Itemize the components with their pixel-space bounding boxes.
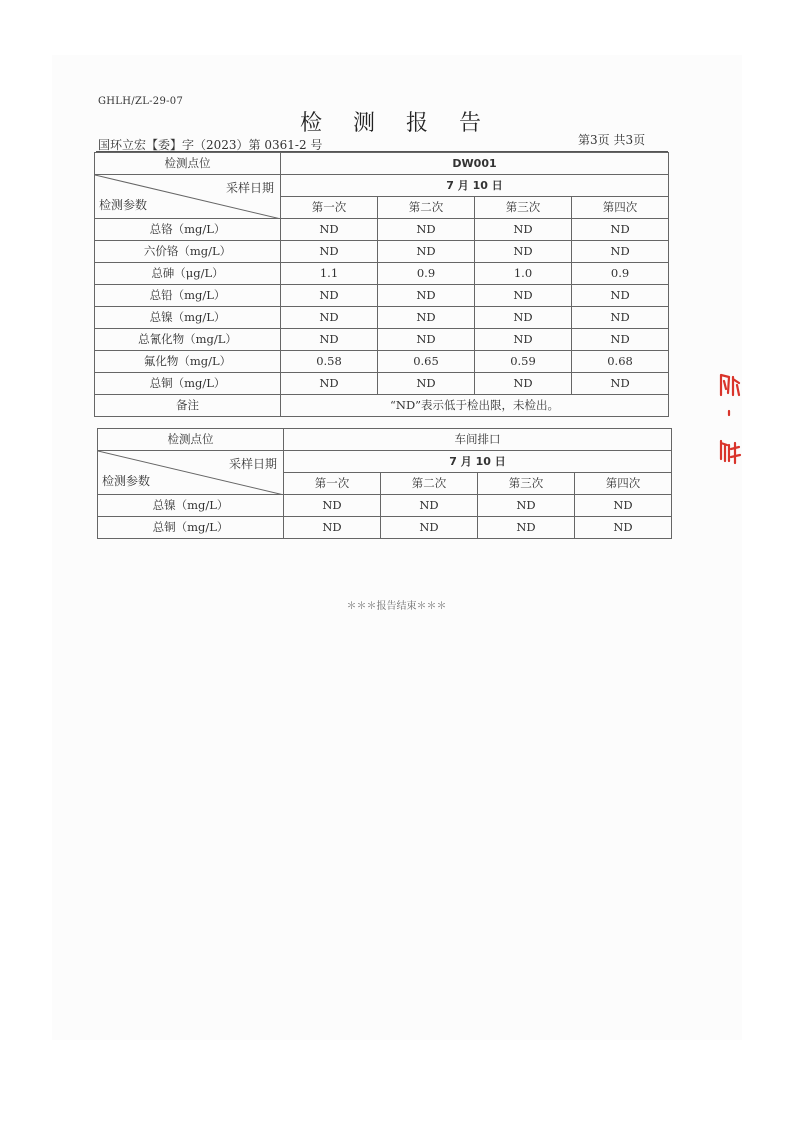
- result-value: 0.68: [572, 351, 669, 373]
- result-value: ND: [281, 219, 378, 241]
- result-value: ND: [572, 219, 669, 241]
- result-value: 0.9: [378, 263, 475, 285]
- table-row: [95, 285, 669, 307]
- result-value: ND: [281, 329, 378, 351]
- report-title: 检 测 报 告: [300, 111, 493, 136]
- param-label: 检测参数: [102, 474, 151, 488]
- result-value: 0.65: [378, 351, 475, 373]
- result-value: ND: [475, 307, 572, 329]
- run-header: 第三次: [475, 197, 572, 219]
- table-row: [95, 263, 669, 285]
- remark-value: “ND”表示低于检出限，未检出。: [281, 395, 669, 417]
- result-value: ND: [572, 373, 669, 395]
- result-value: ND: [478, 517, 575, 539]
- table-row: [95, 329, 669, 351]
- result-value: ND: [475, 373, 572, 395]
- result-value: ND: [575, 517, 672, 539]
- run-header: 第二次: [378, 197, 475, 219]
- results-table-dw001: [94, 152, 669, 417]
- param-name: 总铅（mg/L）: [95, 285, 281, 307]
- result-value: ND: [478, 495, 575, 517]
- header-diagonal-cell: [98, 451, 284, 495]
- param-label: 检测参数: [99, 198, 148, 212]
- result-value: ND: [378, 241, 475, 263]
- result-value: ND: [281, 307, 378, 329]
- result-value: ND: [284, 517, 381, 539]
- result-value: ND: [575, 495, 672, 517]
- table-row: [95, 373, 669, 395]
- run-header: 第四次: [572, 197, 669, 219]
- date-value: 7 月 10 日: [284, 451, 672, 473]
- date-label: 采样日期: [225, 181, 274, 195]
- point-value: DW001: [281, 153, 669, 175]
- result-value: ND: [572, 241, 669, 263]
- result-value: ND: [378, 329, 475, 351]
- document-code: GHLH/ZL-29-07: [98, 96, 184, 107]
- run-header: 第四次: [575, 473, 672, 495]
- table-row: [95, 219, 669, 241]
- report-number: 国环立宏【委】字（2023）第 0361-2 号: [98, 138, 323, 152]
- run-header: 第三次: [478, 473, 575, 495]
- report-end-note: ＊＊＊报告结束＊＊＊: [346, 601, 447, 612]
- param-name: 总镍（mg/L）: [95, 307, 281, 329]
- result-value: ND: [475, 329, 572, 351]
- table-row: [98, 517, 672, 539]
- run-header: 第一次: [284, 473, 381, 495]
- param-name: 氟化物（mg/L）: [95, 351, 281, 373]
- param-name: 总铬（mg/L）: [95, 219, 281, 241]
- result-value: ND: [572, 285, 669, 307]
- run-header: 第一次: [281, 197, 378, 219]
- result-value: ND: [378, 285, 475, 307]
- result-value: ND: [475, 219, 572, 241]
- result-value: ND: [572, 307, 669, 329]
- result-value: 0.58: [281, 351, 378, 373]
- param-name: 六价铬（mg/L）: [95, 241, 281, 263]
- point-value: 车间排口: [284, 429, 672, 451]
- table-row: [98, 495, 672, 517]
- point-label: 检测点位: [98, 429, 284, 451]
- result-value: ND: [378, 307, 475, 329]
- result-value: ND: [475, 285, 572, 307]
- result-value: 1.1: [281, 263, 378, 285]
- result-value: ND: [378, 373, 475, 395]
- date-label: 采样日期: [228, 457, 277, 471]
- result-value: ND: [475, 241, 572, 263]
- remark-label: 备注: [95, 395, 281, 417]
- result-value: ND: [281, 241, 378, 263]
- result-value: 1.0: [475, 263, 572, 285]
- result-value: ND: [381, 517, 478, 539]
- result-value: ND: [281, 373, 378, 395]
- result-value: 0.9: [572, 263, 669, 285]
- result-value: ND: [572, 329, 669, 351]
- seal-stamp-icon: [715, 365, 743, 465]
- results-table-workshop-outlet: [97, 428, 672, 539]
- param-name: 总氰化物（mg/L）: [95, 329, 281, 351]
- param-name: 总铜（mg/L）: [95, 373, 281, 395]
- result-value: 0.59: [475, 351, 572, 373]
- result-value: ND: [381, 495, 478, 517]
- param-name: 总镍（mg/L）: [98, 495, 284, 517]
- table-row: [95, 241, 669, 263]
- page-indicator: 第3页 共3页: [578, 133, 646, 147]
- table-row: [95, 351, 669, 373]
- table-row: [95, 307, 669, 329]
- run-header: 第二次: [381, 473, 478, 495]
- date-value: 7 月 10 日: [281, 175, 669, 197]
- result-value: ND: [281, 285, 378, 307]
- point-label: 检测点位: [95, 153, 281, 175]
- param-name: 总铜（mg/L）: [98, 517, 284, 539]
- result-value: ND: [284, 495, 381, 517]
- result-value: ND: [378, 219, 475, 241]
- param-name: 总砷（μg/L）: [95, 263, 281, 285]
- header-diagonal-cell: [95, 175, 281, 219]
